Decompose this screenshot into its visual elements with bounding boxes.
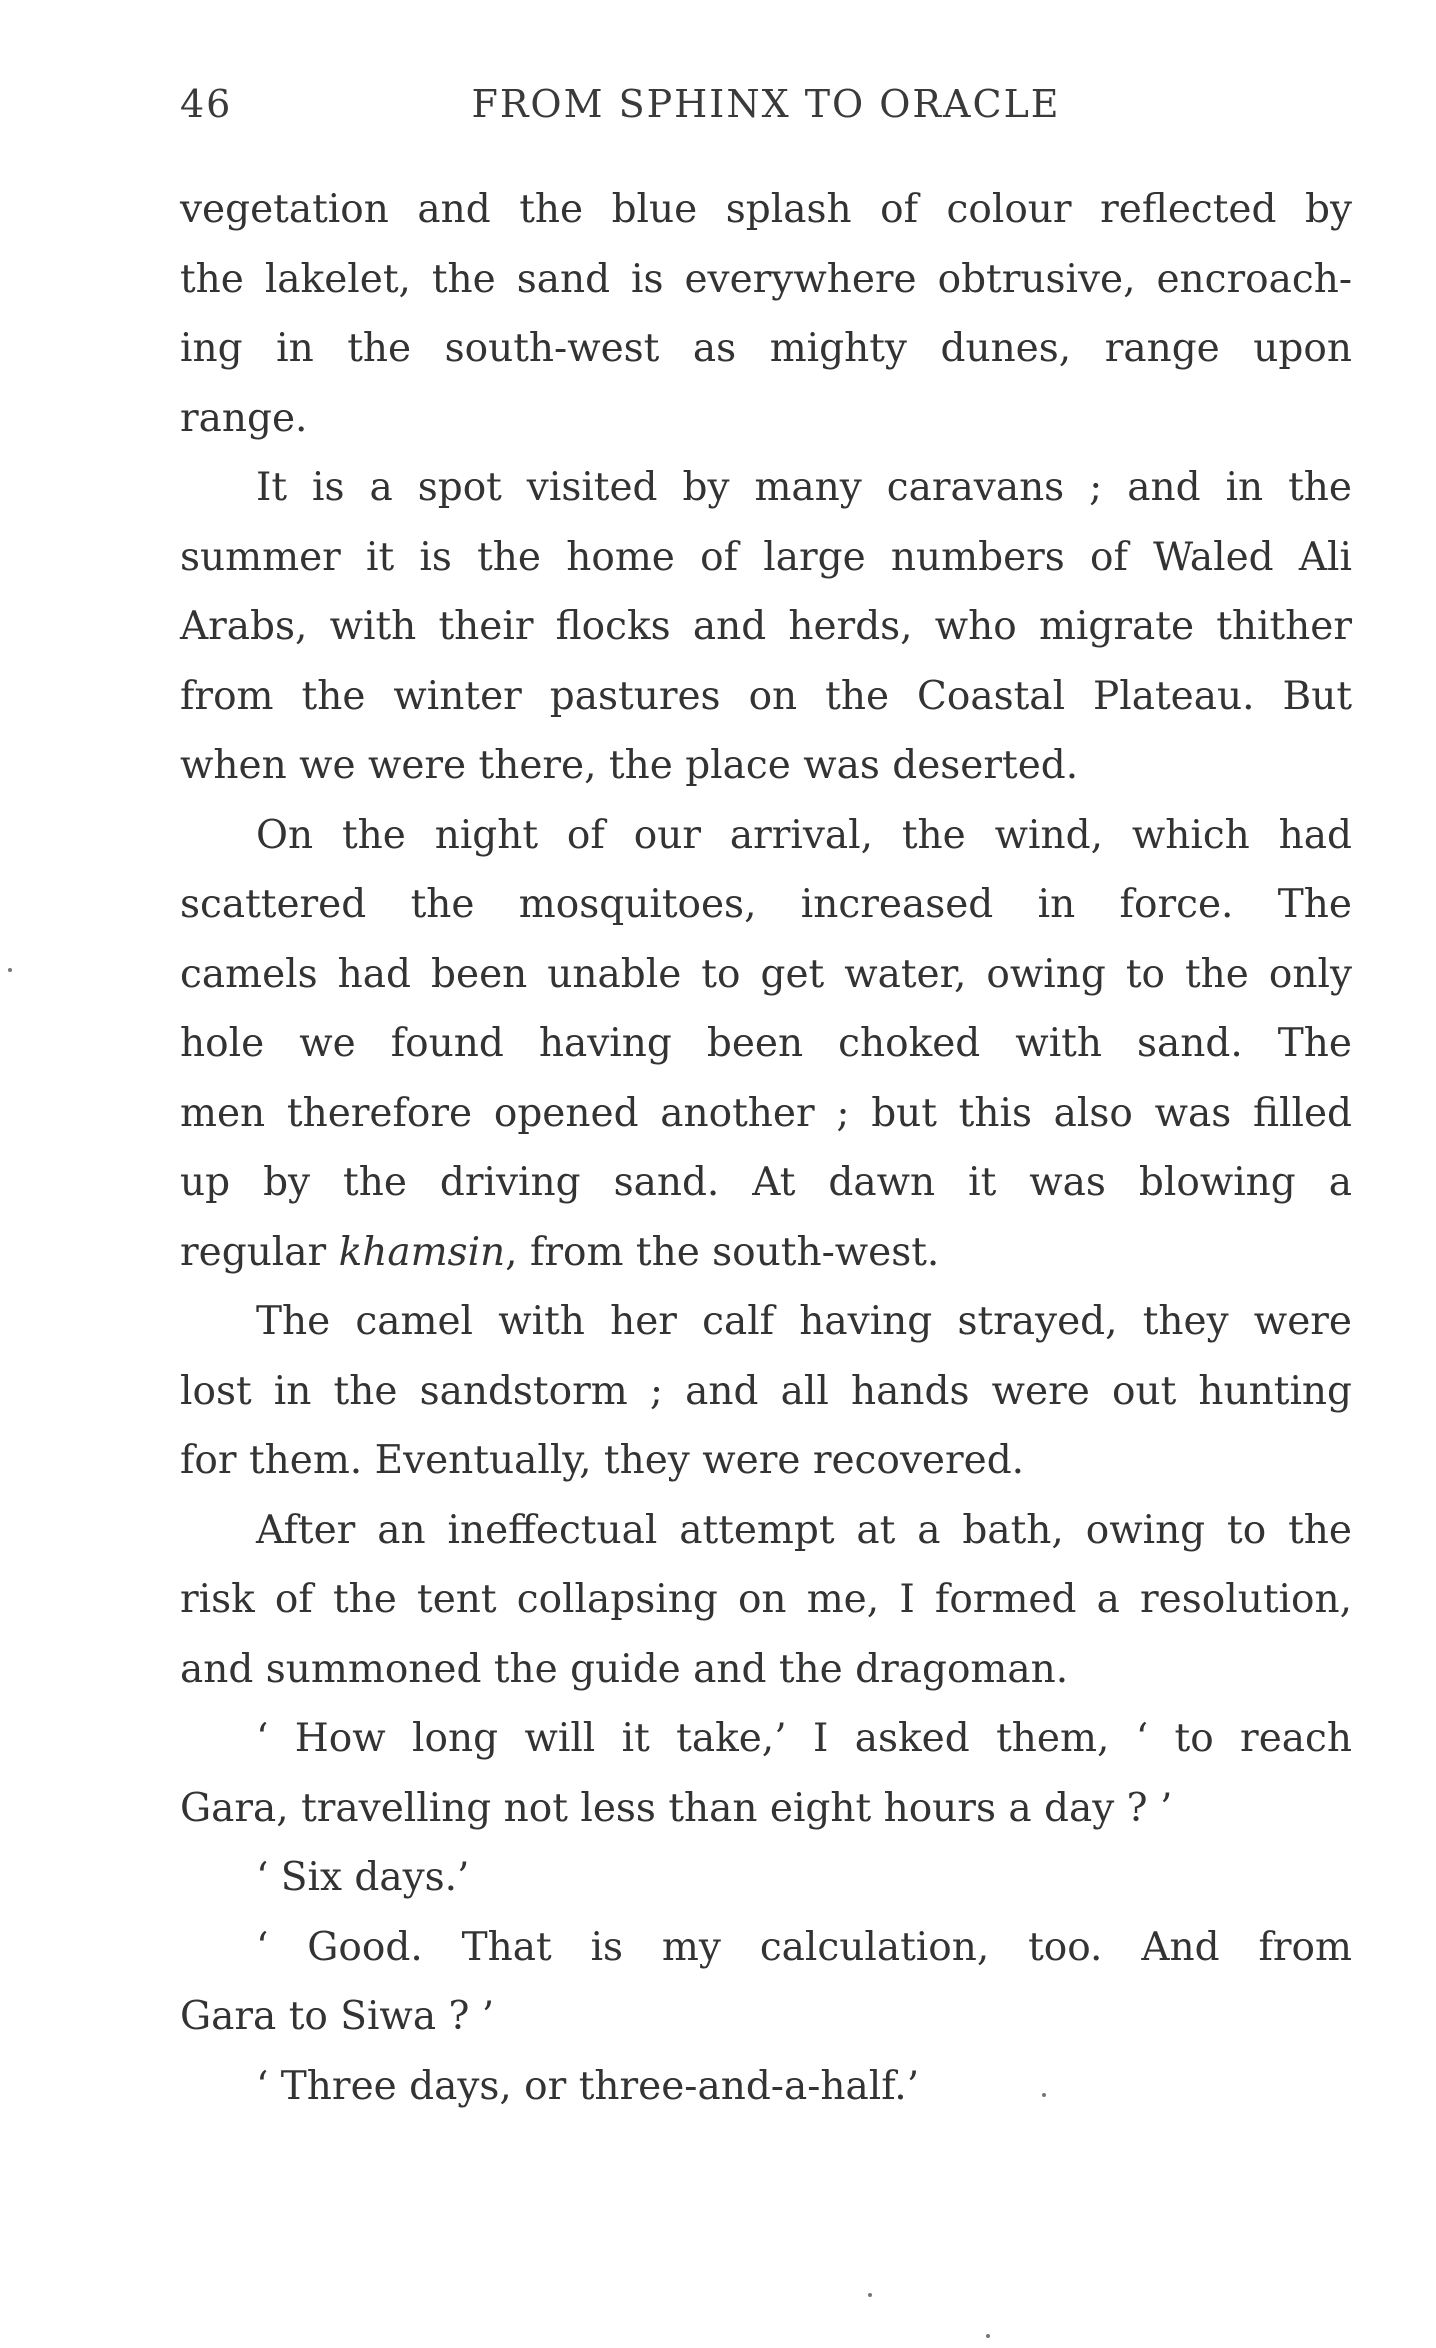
text-line: ‘ Six days.’	[256, 1855, 470, 1900]
text-line: ‘ Three days, or three-and-a-half.’	[256, 2063, 920, 2109]
page-header	[180, 82, 1352, 142]
text-line: lost in the sandstorm ; and all hands were out hunting	[180, 1368, 1352, 1414]
text-line: when we were there, the place was deserted.	[180, 743, 1079, 788]
text-line: Gara to Siwa ? ’	[180, 1994, 495, 2039]
text-line: vegetation and the blue splash of colour reflected by	[180, 187, 1352, 232]
text-line	[180, 1218, 1352, 1288]
print-speck	[8, 968, 12, 972]
text-line: ing in the south-west as mighty dunes, range upon	[180, 326, 1352, 371]
page-number: 46	[180, 82, 233, 126]
text-line: Arabs, with their flocks and herds, who migrate thither	[180, 604, 1352, 649]
text-line: and summoned the guide and the dragoman.	[180, 1646, 1069, 1692]
text-span: regular	[180, 1229, 339, 1275]
running-title: FROM SPHINX TO ORACLE	[471, 82, 1061, 126]
text-line: ‘ How long will it take,’ I asked them, ‘ to reach	[256, 1716, 1352, 1761]
text-line: summer it is the home of large numbers of Waled Ali	[180, 534, 1352, 580]
text-line: range.	[180, 395, 308, 441]
text-line: up by the driving sand. At dawn it was blowing a	[180, 1160, 1352, 1205]
text-line: men therefore opened another ; but this also was filled	[180, 1090, 1352, 1136]
text-line: Gara, travelling not less than eight hours a day ? ’	[180, 1785, 1173, 1831]
text-line: scattered the mosquitoes, increased in force. The	[180, 882, 1352, 927]
text-line: for them. Eventually, they were recovered.	[180, 1438, 1025, 1483]
text-line: camels had been unable to get water, owing to the only	[180, 951, 1352, 997]
italic-term: khamsin	[338, 1229, 506, 1275]
text-line: After an ineffectual attempt at a bath, owing to the	[256, 1507, 1352, 1553]
text-line: from the winter pastures on the Coastal Plateau. But	[180, 673, 1352, 719]
text-line: It is a spot visited by many caravans ; and in the	[256, 465, 1352, 510]
print-speck	[868, 2293, 872, 2297]
text-line: The camel with her calf having strayed, they were	[256, 1299, 1352, 1344]
text-line: risk of the tent collapsing on me, I formed a resolution,	[180, 1577, 1352, 1622]
text-line: On the night of our arrival, the wind, which had	[256, 812, 1352, 858]
print-speck	[986, 2334, 990, 2338]
text-line: ‘ Good. That is my calculation, too. And from	[256, 1924, 1352, 1970]
body-text	[180, 175, 1352, 2121]
text-span: , from the south-west.	[505, 1229, 940, 1275]
print-speck	[1042, 2093, 1046, 2097]
text-line: the lakelet, the sand is everywhere obtrusive, encroach-	[180, 256, 1352, 302]
text-line: hole we found having been choked with sand. The	[180, 1021, 1352, 1066]
